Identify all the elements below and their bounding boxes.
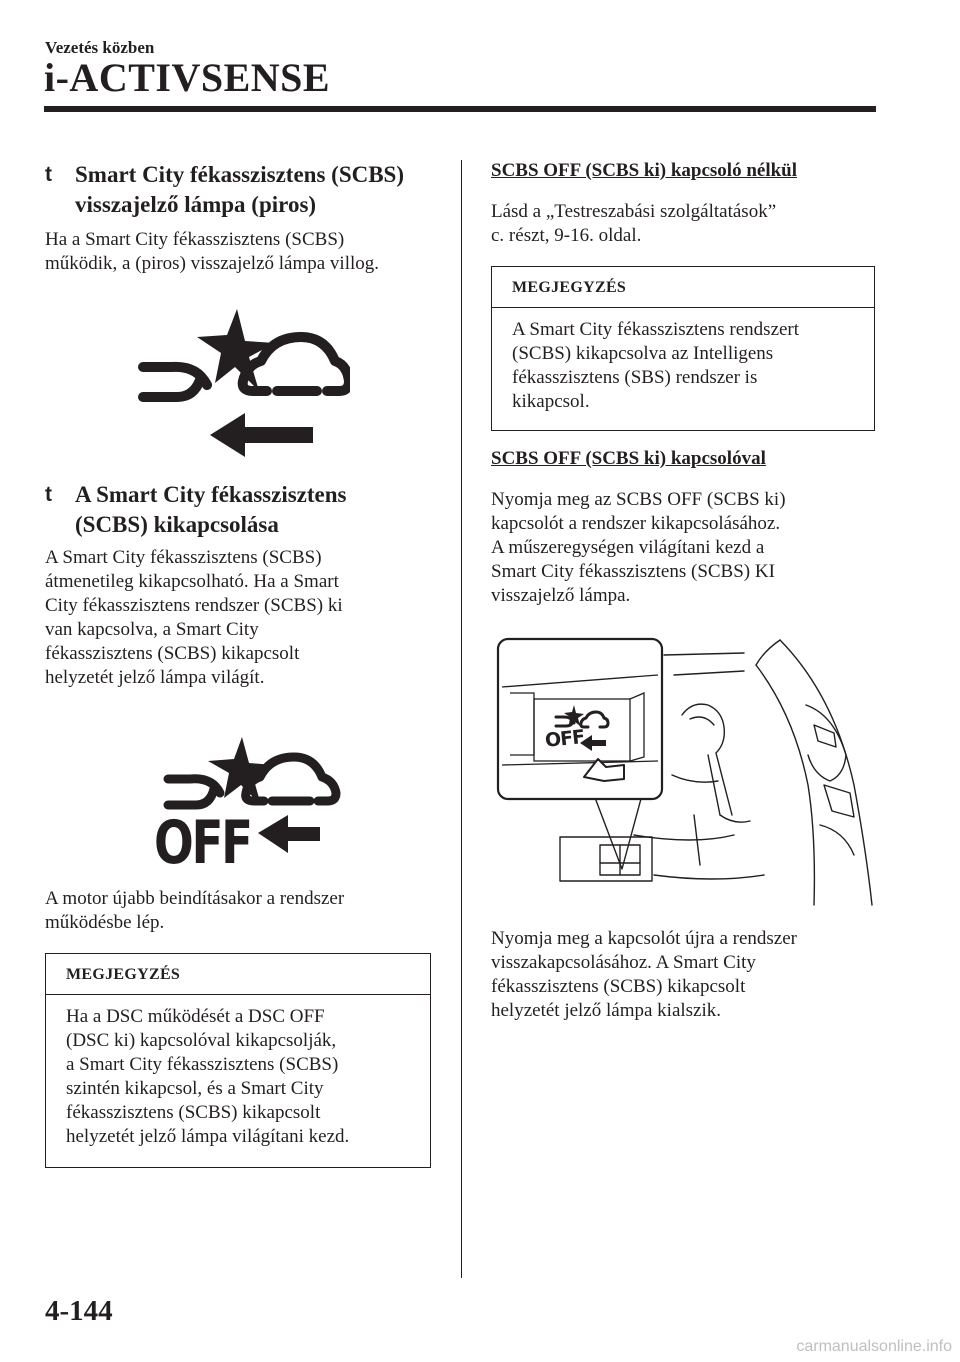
watermark: carmanualsonline.info — [796, 1338, 952, 1355]
body-line: kapcsolót a rendszer kikapcsolásához. — [491, 513, 781, 534]
note-line: fékasszisztens (SCBS) kikapcsolt — [66, 1102, 321, 1123]
note-line: szintén kikapcsol, és a Smart City — [66, 1078, 324, 1099]
heading-line: (SCBS) kikapcsolása — [75, 512, 279, 537]
body-line: A motor újabb beindításakor a rendszer — [45, 888, 345, 909]
body-line: visszajelző lámpa. — [491, 585, 631, 606]
section-header: Vezetés közben — [45, 38, 155, 57]
page-title: i-ACTIVSENSE — [44, 55, 331, 100]
section-heading-indicator-lamp — [45, 160, 455, 220]
reenable-info — [491, 927, 797, 1023]
note-box-dsc — [45, 953, 431, 1168]
section-heading-disable — [45, 480, 455, 540]
switch-off-label: OFF — [544, 725, 586, 752]
body-line: működésbe lép. — [45, 912, 165, 933]
off-label: OFF — [154, 808, 251, 878]
body-line: visszakapcsolásához. A Smart City — [491, 952, 756, 973]
note-line: (SCBS) kikapcsolva az Intelligens — [512, 343, 774, 364]
bullet-marker: t — [45, 163, 52, 186]
section-body-disable — [45, 546, 343, 690]
note-line: helyzetét jelző lámpa világítani kezd. — [66, 1126, 350, 1147]
note-title: MEGJEGYZÉS — [46, 954, 430, 995]
body-line: helyzetét jelző lámpa világít. — [45, 667, 265, 688]
restart-info — [45, 887, 344, 935]
body-line: City fékasszisztens rendszer (SCBS) ki — [45, 595, 343, 616]
body-line: van kapcsolva, a Smart City — [45, 619, 259, 640]
scbs-off-icon — [150, 735, 350, 880]
note-line: A Smart City fékasszisztens rendszert — [512, 319, 800, 340]
heading-line: visszajelző lámpa (piros) — [75, 192, 317, 217]
note-line: (DSC ki) kapcsolóval kikapcsolják, — [66, 1030, 337, 1051]
body-line: A műszeregységen világítani kezd a — [491, 537, 765, 558]
body-line: Ha a Smart City fékasszisztens (SCBS) — [45, 229, 345, 250]
body-line: c. részt, 9-16. oldal. — [491, 225, 642, 246]
dashboard-drawing — [494, 635, 878, 910]
heading-line: Smart City fékasszisztens (SCBS) — [75, 162, 405, 187]
scbs-warning-icon — [135, 305, 350, 457]
subheading-without-switch: SCBS OFF (SCBS ki) kapcsoló nélkül — [491, 160, 798, 181]
body-line: Nyomja meg az SCBS OFF (SCBS ki) — [491, 489, 786, 510]
note-line: kikapcsol. — [512, 391, 590, 412]
body-line: fékasszisztens (SCBS) kikapcsolt — [491, 976, 746, 997]
body-line: A Smart City fékasszisztens (SCBS) — [45, 547, 322, 568]
body-line: Lásd a „Testreszabási szolgáltatások” — [491, 201, 777, 222]
bullet-marker: t — [45, 483, 52, 506]
body-without-switch — [491, 200, 776, 248]
note-line: fékasszisztens (SBS) rendszer is — [512, 367, 758, 388]
note-content — [492, 308, 874, 414]
body-line: fékasszisztens (SCBS) kikapcsolt — [45, 643, 300, 664]
note-box-sbs — [491, 266, 875, 431]
heading-line: A Smart City fékasszisztens — [75, 482, 347, 507]
body-line: Nyomja meg a kapcsolót újra a rendszer — [491, 928, 797, 949]
body-line: működik, a (piros) visszajelző lámpa villog. — [45, 253, 380, 274]
note-line: Ha a DSC működését a DSC OFF — [66, 1006, 325, 1027]
body-with-switch — [491, 488, 786, 608]
section-body-indicator-lamp — [45, 228, 379, 276]
note-line: a Smart City fékasszisztens (SCBS) — [66, 1054, 339, 1075]
subheading-with-switch: SCBS OFF (SCBS ki) kapcsolóval — [491, 448, 766, 469]
note-content — [46, 995, 430, 1149]
page-number: 4-144 — [45, 1295, 113, 1327]
body-line: Smart City fékasszisztens (SCBS) KI — [491, 561, 775, 582]
note-title: MEGJEGYZÉS — [492, 267, 874, 308]
header-divider — [44, 106, 876, 112]
column-divider — [461, 160, 462, 1278]
body-line: helyzetét jelző lámpa kialszik. — [491, 1000, 722, 1021]
dashboard-switch-illustration — [494, 635, 878, 910]
body-line: átmenetileg kikapcsolható. Ha a Smart — [45, 571, 339, 592]
